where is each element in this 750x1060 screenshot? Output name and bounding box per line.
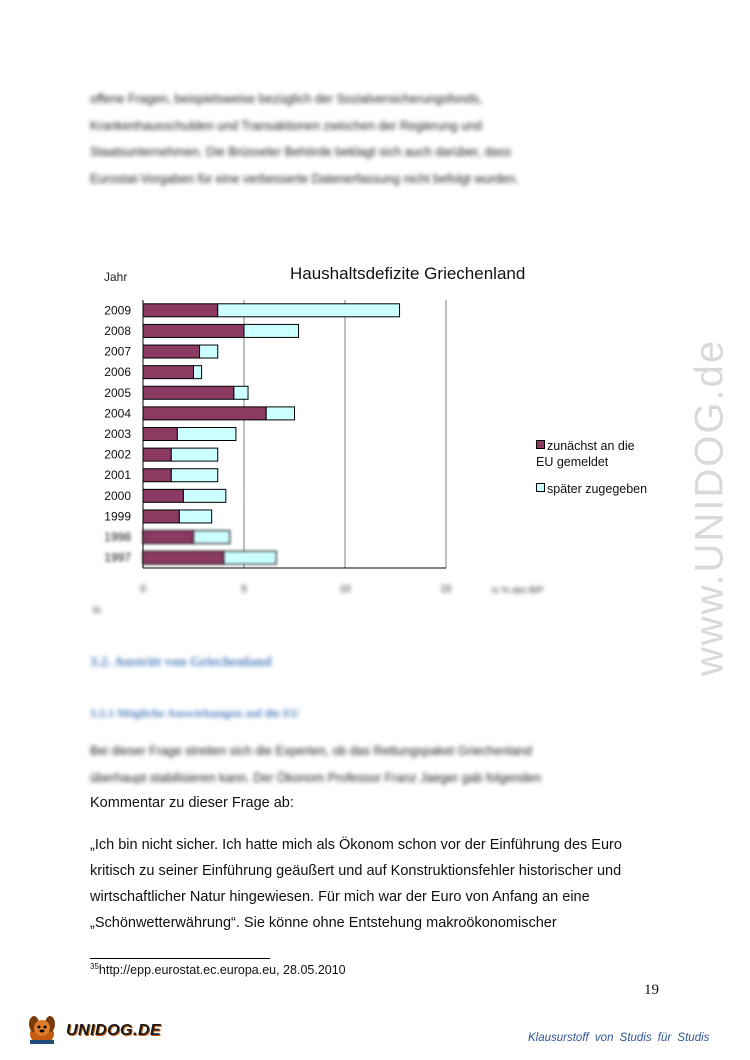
bar-reported <box>143 366 194 379</box>
y-tick-label: 1999 <box>104 509 131 524</box>
x-tick-label: 15 <box>440 584 452 595</box>
text-line: Bei dieser Frage streiten sich die Experten, ob das Rettungspaket Griechenland <box>90 744 532 758</box>
bar-admitted <box>224 551 277 564</box>
bar-reported <box>143 510 179 523</box>
y-tick-label: 2003 <box>104 427 131 441</box>
text-line: Staatsunternehmen. Die Brüsseler Behörde beklagt sich auch darüber, dass <box>90 145 512 159</box>
subsection-heading: 3.2.1 Mögliche Auswirkungen auf die EU <box>90 706 300 720</box>
y-tick-labels <box>104 303 131 564</box>
bar-reported <box>143 386 234 399</box>
bar-group <box>143 304 400 564</box>
dog-mascot-icon <box>22 1012 62 1048</box>
text-line: überhaupt stabilisieren kann. Der Ökonom Professor Franz Jaeger gab folgenden <box>90 770 541 785</box>
bar-row <box>143 469 218 482</box>
bar-reported <box>143 531 194 544</box>
bar-reported <box>143 428 177 441</box>
text-line: „Schönwetterwährung“. Sie könne ohne Entstehung makroökonomischer <box>90 915 557 931</box>
bar-row <box>143 448 218 461</box>
bar-reported <box>143 551 224 564</box>
page-number: 19 <box>644 982 659 998</box>
bar-admitted <box>171 448 217 461</box>
text-line: kritisch zu seiner Einführung geäußert und auf Konstruktionsfehler historischer und <box>90 863 622 879</box>
bar-admitted <box>234 386 248 399</box>
unidog-logo <box>22 1014 182 1048</box>
bar-row <box>143 345 218 358</box>
bar-reported <box>143 324 244 337</box>
bar-row <box>143 366 202 379</box>
legend-swatch-reported <box>536 440 545 449</box>
text-line: Krankenhausschulden und Transaktionen zwischen der Regierung und <box>90 118 482 133</box>
body-paragraph-blurred <box>90 738 650 791</box>
legend-item-reported <box>536 438 646 470</box>
bar-reported <box>143 345 200 358</box>
legend-label-admitted: später zugegeben <box>547 482 648 496</box>
section-heading: 3.2. Austritt von Griechenland <box>90 655 272 670</box>
watermark <box>687 285 732 725</box>
chart-y-axis-label: Jahr <box>104 270 128 284</box>
footnote <box>90 962 346 977</box>
bar-admitted <box>218 304 400 317</box>
y-tick-label: 2000 <box>104 488 131 503</box>
text-line: wirtschaftlicher Natur hingewiesen. Für mich war der Euro von Anfang an eine <box>90 889 590 905</box>
bar-row <box>143 551 276 564</box>
bar-reported <box>143 407 266 420</box>
bar-admitted <box>179 510 211 523</box>
y-tick-label: 2005 <box>104 385 131 400</box>
y-tick-label: 2007 <box>104 344 131 359</box>
chart-x-axis-label: in % des BIP <box>492 585 544 595</box>
y-tick-label: 2001 <box>104 468 131 483</box>
text-line: Eurostat-Vorgaben für eine verbesserte Datenerfassung nicht befolgt wurden. <box>90 171 519 186</box>
footnote-text: http://epp.eurostat.ec.europa.eu, 28.05.2010 <box>98 963 346 978</box>
x-tick-label: 0 <box>140 584 146 595</box>
footnote-divider <box>90 958 270 959</box>
bar-reported <box>143 469 171 482</box>
bar-admitted <box>244 324 299 337</box>
bar-admitted <box>200 345 218 358</box>
y-tick-label: 2004 <box>104 406 131 421</box>
body-paragraph <box>90 790 670 816</box>
y-tick-label: 1997 <box>104 550 131 565</box>
bar-row <box>143 407 295 420</box>
text-line: Kommentar zu dieser Frage ab: <box>90 795 294 811</box>
bar-row <box>143 510 212 523</box>
chart-title: Haushaltsdefizite Griechenland <box>290 264 526 283</box>
y-tick-label: 1998 <box>104 530 131 545</box>
bar-admitted <box>266 407 294 420</box>
bar-admitted <box>177 428 236 441</box>
y-tick-label: 2009 <box>104 303 131 318</box>
chart-footnote-mark: 35 <box>92 606 101 615</box>
bar-row <box>143 304 400 317</box>
y-tick-label: 2006 <box>104 365 131 380</box>
bar-row <box>143 386 248 399</box>
quote-paragraph <box>90 832 670 936</box>
bar-row <box>143 324 299 337</box>
y-tick-label: 2002 <box>104 447 131 462</box>
bar-admitted <box>171 469 217 482</box>
legend-label-reported: zunächst an die EU gemeldet <box>536 439 635 469</box>
legend-swatch-admitted <box>536 483 545 492</box>
watermark-text: www.UNIDOG.de <box>687 338 732 677</box>
bar-reported <box>143 448 171 461</box>
x-tick-labels <box>140 584 452 595</box>
bar-row <box>143 428 236 441</box>
footnote-number: 35 <box>90 962 99 971</box>
bar-admitted <box>183 489 225 502</box>
bar-row <box>143 531 230 544</box>
bar-admitted <box>194 366 202 379</box>
x-tick-label: 5 <box>241 584 247 595</box>
bar-admitted <box>194 531 230 544</box>
bar-reported <box>143 304 218 317</box>
text-line: „Ich bin nicht sicher. Ich hatte mich als Ökonom schon vor der Einführung des Euro <box>90 837 622 853</box>
text-line: offene Fragen, beispielsweise bezüglich der Sozialversicherungsfonds, <box>90 92 483 106</box>
x-tick-label: 10 <box>339 584 351 595</box>
footer-tagline: Klausurstoff von Studis für Studis <box>528 1032 710 1044</box>
legend-item-admitted <box>536 481 647 497</box>
logo-text: UNIDOG.DE <box>66 1022 162 1039</box>
y-tick-label: 2008 <box>104 323 131 338</box>
bar-reported <box>143 489 183 502</box>
bar-row <box>143 489 226 502</box>
